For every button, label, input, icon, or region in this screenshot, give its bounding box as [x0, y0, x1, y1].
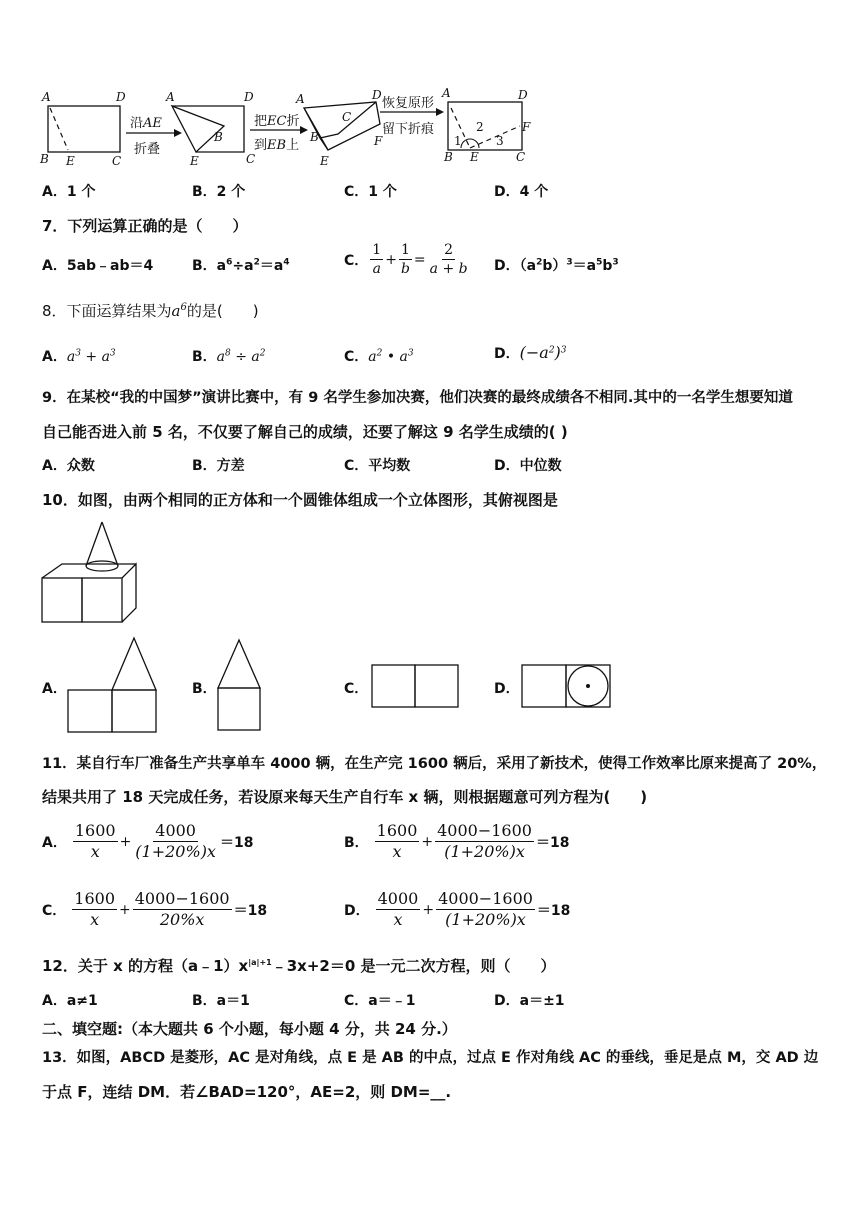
fraction: $\frac{4000}{(1+20\%)x}$ [135, 821, 216, 862]
fold-figure [38, 86, 558, 172]
q7-option-b[interactable]: B．$a^6\div a^2=a^4$ [192, 257, 290, 274]
fraction: $\frac{4000-1600}{(1+20\%)x}$ [437, 821, 532, 862]
q10-option-a-figure[interactable] [66, 636, 158, 736]
q10-option-b[interactable]: B． [192, 681, 217, 697]
angle-label: 1 [454, 134, 462, 148]
fold-step2-caption: 把EC折 [254, 114, 300, 129]
q13-stem-line2: 于点 F，连结 DM．若∠BAD=120°，AE=2，则 DM=__. [42, 1083, 452, 1101]
q9-option-d[interactable]: D．中位数 [494, 458, 562, 474]
fold-label: E [190, 154, 199, 168]
fold-label: E [66, 154, 75, 168]
q10-option-d-figure[interactable] [520, 663, 612, 709]
fraction: $\frac{4000-1600}{20\%x}$ [134, 889, 230, 930]
fold-step2-caption-bottom: 到EB上 [254, 138, 300, 153]
q12-option-a[interactable]: A．a≠1 [42, 993, 98, 1009]
q12-stem: 12．关于 x 的方程$(a﹣1)x^{|a|+1}﹣3x+2=0$ 是一元二次方程，则（ ） [42, 957, 556, 975]
q11-option-c[interactable]: C． $\frac{1600}{x}$ + $\frac{4000-1600}{20\%x}$ ＝18 [42, 889, 268, 930]
fold-label: B [214, 130, 223, 144]
q10-option-b-figure[interactable] [216, 638, 264, 734]
q9-option-a[interactable]: A．众数 [42, 458, 95, 474]
q13-stem-line1: 13．如图，ABCD 是菱形，AC 是对角线，点 E 是 AB 的中点，过点 E 作对角线 AC 的垂线，垂足是点 M，交 AD 边 [42, 1050, 819, 1066]
section-title: 二、填空题:（本大题共 6 个小题，每小题 4 分，共 24 分.） [42, 1020, 457, 1038]
fold-label: D [116, 90, 126, 104]
fraction: $\frac{1}{a}$ [372, 242, 382, 278]
q9-option-b[interactable]: B．方差 [192, 458, 245, 474]
q10-solid-figure [38, 518, 148, 628]
q10-option-a[interactable]: A． [42, 681, 67, 697]
q10-stem: 10．如图，由两个相同的正方体和一个圆锥体组成一个立体图形，其俯视图是 [42, 491, 558, 509]
fold-label: D [244, 90, 254, 104]
q7-stem: 7．下列运算正确的是（ ） [42, 217, 248, 235]
fraction: $\frac{1600}{x}$ [376, 821, 418, 862]
fold-step1-caption: 沿AE [130, 116, 162, 131]
q9-stem-line2: 自己能否进入前 5 名，不仅要了解自己的成绩，还要了解这 9 名学生成绩的( ) [42, 423, 568, 441]
q8-stem: 8．下面运算结果为$a^6$的是( ) [42, 302, 259, 320]
q8-option-a[interactable]: A．$a^3 + a^3$ [42, 348, 116, 365]
fold-step1-caption-bottom: 折叠 [134, 142, 161, 157]
fold-label: C [112, 154, 122, 168]
fold-label: F [374, 134, 383, 148]
angle-label: 3 [496, 134, 504, 148]
fold-label: A [166, 90, 175, 104]
fraction: $\frac{2}{a + b}$ [429, 242, 468, 278]
q6-option-d[interactable]: D．4 个 [494, 184, 549, 200]
fold-label: E [320, 154, 329, 168]
q8-option-b[interactable]: B．$a^8 \div a^2$ [192, 348, 266, 365]
fold-label: B [40, 152, 49, 166]
q10-option-c-figure[interactable] [370, 663, 460, 709]
fold-label: C [342, 110, 352, 124]
fraction: $\frac{1600}{x}$ [74, 889, 115, 930]
q6-option-b[interactable]: B．2 个 [192, 184, 246, 200]
fold-label: A [296, 92, 305, 106]
q6-option-a[interactable]: A．1 个 [42, 184, 96, 200]
q12-option-d[interactable]: D．a＝±1 [494, 993, 565, 1009]
q12-option-c[interactable]: C．a＝﹣1 [344, 993, 416, 1009]
q8-option-c[interactable]: C．$a^2$ • $a^3$ [344, 348, 414, 365]
q9-option-c[interactable]: C．平均数 [344, 458, 411, 474]
q12-option-b[interactable]: B．a＝1 [192, 993, 250, 1009]
fold-label: C [516, 150, 526, 164]
fold-label: D [518, 88, 528, 102]
angle-label: 2 [476, 120, 484, 134]
fold-label: A [442, 86, 451, 100]
fold-label: C [246, 152, 256, 166]
fold-step3-caption-bottom: 留下折痕 [382, 122, 435, 137]
q6-option-c[interactable]: C．1 个 [344, 184, 397, 200]
fold-label: F [522, 120, 531, 134]
q7-option-d[interactable]: D．$(a^2b)^3=a^5b^3$ [494, 257, 619, 274]
q9-stem-line1: 9．在某校“我的中国梦”演讲比赛中，有 9 名学生参加决赛，他们决赛的最终成绩各不相同.其中的一名学生想要知道 [42, 390, 793, 406]
fold-label: B [444, 150, 453, 164]
fold-label: E [470, 150, 479, 164]
q7-option-a[interactable]: A．5ab﹣ab＝4 [42, 258, 154, 274]
q8-option-d[interactable]: D．$(-a^2)^3$ [494, 343, 567, 362]
q11-option-b[interactable]: B． $\frac{1600}{x}$ + $\frac{4000-1600}{(1+20\%)x}$ ＝18 [344, 821, 570, 862]
q11-stem-line2: 结果共用了 18 天完成任务，若设原来每天生产自行车 x 辆，则根据题意可列方程为( ) [42, 788, 648, 806]
fold-label: D [372, 88, 382, 102]
fold-label: A [42, 90, 51, 104]
q10-option-c[interactable]: C． [344, 681, 369, 697]
fraction: $\frac{4000}{x}$ [377, 889, 419, 930]
q11-stem-line1: 11．某自行车厂准备生产共享单车 4000 辆，在生产完 1600 辆后，采用了新技术，使得工作效率比原来提高了 20%， [42, 756, 827, 772]
fraction: $\frac{1600}{x}$ [74, 821, 116, 862]
q10-option-d[interactable]: D． [494, 681, 520, 697]
q7-option-c[interactable]: C． $\frac{1}{a}$ + $\frac{1}{b}$ = $\frac{2}{a + b}$ [344, 242, 468, 278]
fold-step3-caption: 恢复原形 [382, 96, 435, 111]
fraction: $\frac{1}{b}$ [400, 242, 410, 278]
q11-option-d[interactable]: D． $\frac{4000}{x}$ + $\frac{4000-1600}{(1+20\%)x}$ ＝18 [344, 889, 571, 930]
q11-option-a[interactable]: A． $\frac{1600}{x}$ + $\frac{4000}{(1+20\%)x}$ ＝18 [42, 821, 254, 862]
fold-label: B [310, 130, 319, 144]
fraction: $\frac{4000-1600}{(1+20\%)x}$ [438, 889, 533, 930]
